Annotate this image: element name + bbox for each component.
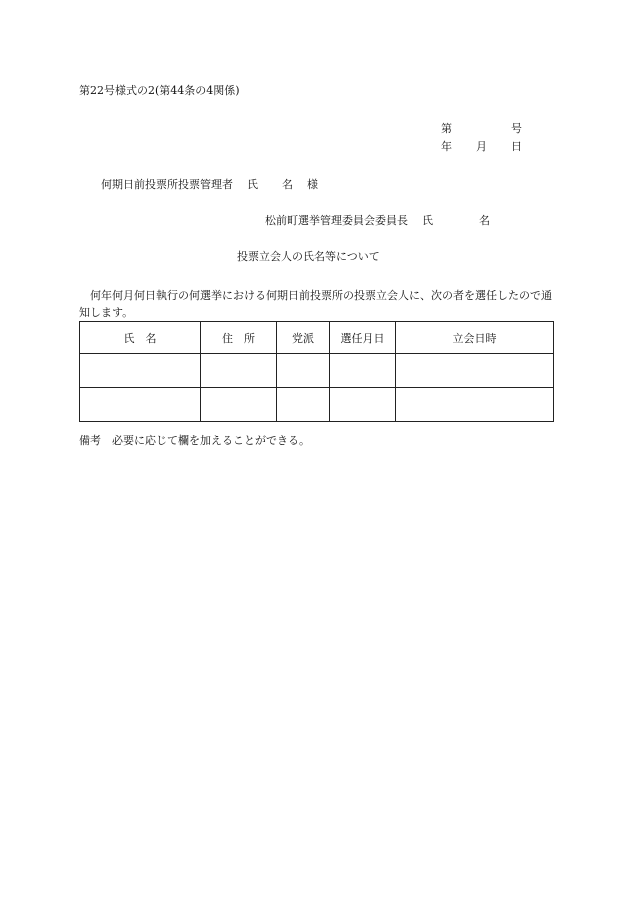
header-name: 氏 名 (80, 322, 201, 354)
body-text: 何年何月何日執行の何選挙における何期日前投票所の投票立会人に、次の者を選任したので通知します。 (79, 289, 552, 319)
sender-line (265, 212, 490, 228)
addressee-mei: 名 (282, 178, 293, 191)
doc-number-suffix: 号 (511, 122, 522, 135)
table-cell[interactable] (80, 354, 201, 388)
header-party: 党派 (277, 322, 330, 354)
sender-mei: 名 (479, 214, 490, 227)
table-row (80, 354, 554, 388)
date-day: 日 (511, 140, 522, 153)
header-address: 住 所 (201, 322, 277, 354)
document-date (441, 138, 522, 154)
table-cell[interactable] (277, 388, 330, 422)
subject-line: 投票立会人の氏名等について (237, 250, 380, 263)
table-cell[interactable] (80, 388, 201, 422)
table-header-row (80, 322, 554, 354)
form-number: 第22号様式の2(第44条の4関係) (79, 84, 240, 97)
table-cell[interactable] (201, 388, 277, 422)
table-cell[interactable] (396, 354, 554, 388)
remarks: 備考 必要に応じて欄を加えることができる。 (79, 434, 310, 447)
table-cell[interactable] (277, 354, 330, 388)
addressee-title: 何期日前投票所投票管理者 (101, 178, 233, 191)
table-row (80, 388, 554, 422)
header-appointment-date: 選任月日 (330, 322, 396, 354)
document-number (441, 120, 522, 136)
date-month: 月 (476, 140, 487, 153)
addressee-shi: 氏 (247, 178, 258, 191)
date-year: 年 (441, 140, 452, 153)
table-cell[interactable] (330, 388, 396, 422)
appointee-table (79, 321, 554, 422)
table-cell[interactable] (396, 388, 554, 422)
header-attendance-datetime: 立会日時 (396, 322, 554, 354)
doc-number-prefix: 第 (441, 122, 452, 135)
table-cell[interactable] (330, 354, 396, 388)
sender-title: 松前町選挙管理委員会委員長 (265, 214, 408, 227)
addressee-sama: 様 (307, 178, 318, 191)
table-cell[interactable] (201, 354, 277, 388)
addressee-line (101, 176, 318, 192)
sender-shi: 氏 (422, 214, 433, 227)
